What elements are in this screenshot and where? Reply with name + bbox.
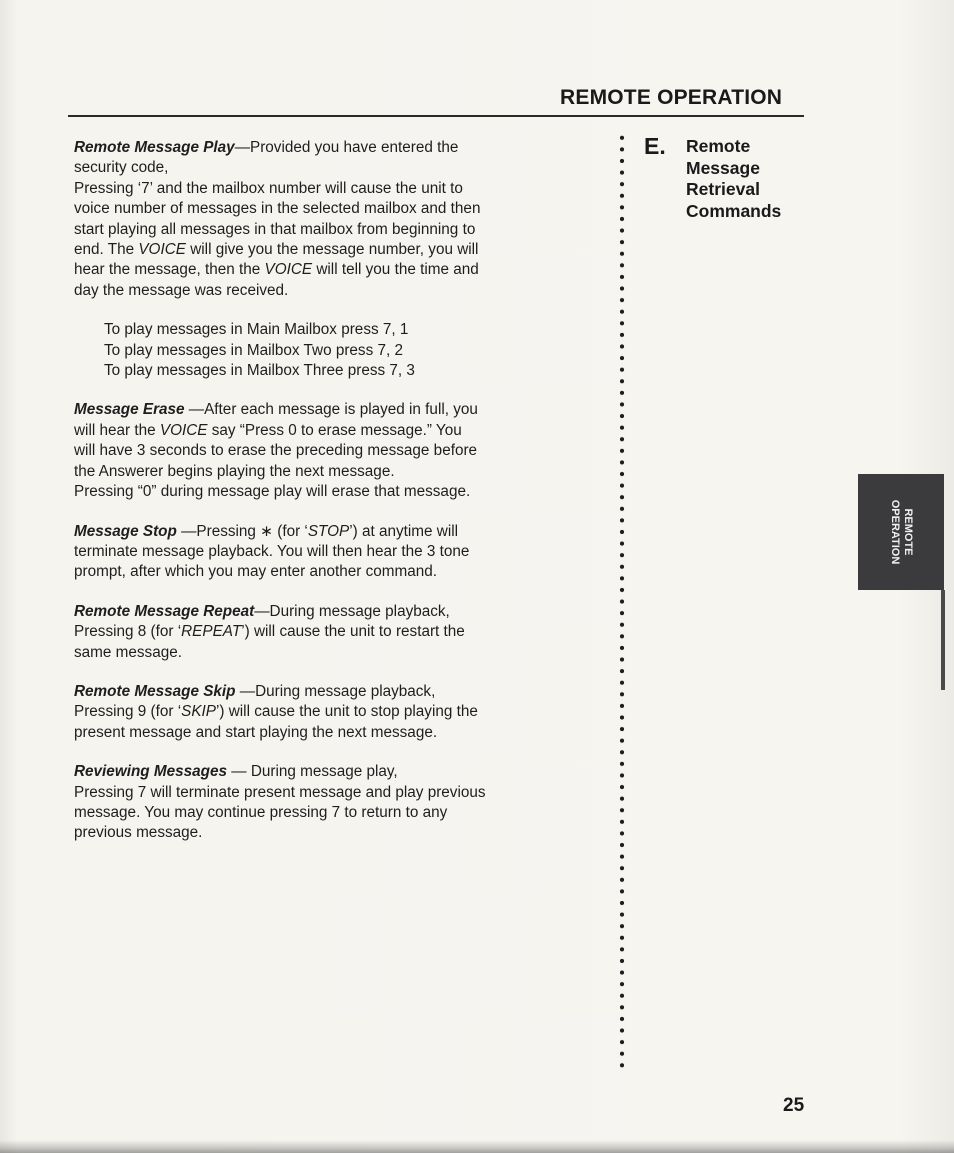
text-span: —Pressing ∗ (for ‘ bbox=[176, 522, 308, 540]
paragraph-message-erase bbox=[74, 400, 590, 502]
text-span: hear the message, then the bbox=[74, 261, 265, 279]
side-tab-line: REMOTE bbox=[902, 508, 914, 556]
lead-message-erase: Message Erase bbox=[74, 401, 185, 419]
section-title-line: Message bbox=[686, 157, 760, 178]
text-line bbox=[74, 702, 590, 722]
text-line: Pressing ‘7’ and the mailbox number will cause the unit to bbox=[74, 179, 463, 197]
list-item: To play messages in Mailbox Three press 7, 3 bbox=[104, 362, 415, 380]
text-span: ’) will cause the unit to restart the bbox=[241, 623, 465, 641]
lead-remote-message-skip: Remote Message Skip bbox=[74, 682, 236, 700]
text-span: will give you the message number, you will bbox=[185, 241, 479, 259]
text-line: security code, bbox=[74, 159, 169, 177]
text-span: Pressing 9 (for ‘ bbox=[74, 703, 182, 721]
main-column bbox=[74, 138, 590, 863]
header-rule bbox=[68, 115, 804, 117]
text-line bbox=[74, 400, 590, 420]
voice-term: VOICE bbox=[159, 421, 208, 439]
text-line: voice number of messages in the selected mailbox and then bbox=[74, 200, 481, 218]
list-item: To play messages in Main Mailbox press 7, 1 bbox=[104, 321, 409, 339]
text-line: start playing all messages in that mailbox from beginning to bbox=[74, 220, 476, 238]
text-line bbox=[74, 682, 590, 702]
text-line: day the message was received. bbox=[74, 281, 289, 299]
text-span: will tell you the time and bbox=[312, 261, 479, 279]
lead-reviewing-messages: Reviewing Messages bbox=[74, 763, 228, 781]
paragraph-remote-message-skip bbox=[74, 682, 590, 743]
text-line: prompt, after which you may enter another command. bbox=[74, 563, 438, 581]
paragraph-message-stop bbox=[74, 522, 590, 583]
text-line: same message. bbox=[74, 643, 182, 661]
text-span: — During message play, bbox=[227, 763, 398, 781]
text-span: Pressing 8 (for ‘ bbox=[74, 623, 182, 641]
page-header-title: REMOTE OPERATION bbox=[560, 86, 783, 109]
text-line bbox=[74, 260, 590, 280]
key-term: STOP bbox=[307, 522, 350, 540]
text-span: —During message playback, bbox=[254, 602, 450, 620]
mailbox-play-list bbox=[104, 320, 590, 381]
side-tab-label bbox=[888, 500, 914, 565]
lead-remote-message-play: Remote Message Play bbox=[74, 139, 235, 156]
text-span: —Provided you have entered the bbox=[234, 139, 459, 156]
text-line: Pressing “0” during message play will erase that message. bbox=[74, 483, 471, 501]
key-term: SKIP bbox=[181, 703, 216, 721]
page-number: 25 bbox=[783, 1095, 805, 1116]
section-title-line: Commands bbox=[686, 200, 782, 221]
text-span: say “Press 0 to erase message.” You bbox=[207, 421, 462, 439]
text-line: present message and start playing the next message. bbox=[74, 723, 438, 741]
text-line: the Answerer begins playing the next message. bbox=[74, 462, 395, 480]
chapter-side-tab bbox=[858, 474, 944, 590]
section-title-line: Remote bbox=[686, 136, 751, 156]
text-line: will have 3 seconds to erase the preceding message before bbox=[74, 442, 478, 460]
text-span: ’) will cause the unit to stop playing the bbox=[215, 703, 478, 721]
text-line bbox=[74, 138, 590, 158]
dotted-divider bbox=[618, 132, 626, 1074]
side-tab-line: OPERATION bbox=[889, 499, 901, 565]
text-line bbox=[74, 622, 590, 642]
text-line: previous message. bbox=[74, 824, 203, 842]
text-line: message. You may continue pressing 7 to return to any bbox=[74, 803, 448, 821]
scan-bottom-shadow bbox=[0, 1140, 954, 1153]
text-line bbox=[74, 421, 590, 441]
voice-term: VOICE bbox=[138, 241, 186, 259]
section-title-line: Retrieval bbox=[686, 179, 760, 199]
paragraph-remote-message-repeat bbox=[74, 602, 590, 663]
section-title bbox=[686, 136, 781, 222]
text-line bbox=[74, 522, 590, 542]
text-line bbox=[74, 602, 590, 622]
text-line bbox=[74, 762, 590, 782]
text-line bbox=[74, 240, 590, 260]
key-term: REPEAT bbox=[181, 623, 242, 641]
list-item: To play messages in Mailbox Two press 7, 2 bbox=[104, 341, 403, 359]
paragraph-reviewing-messages bbox=[74, 762, 590, 844]
page-edge-mark bbox=[941, 590, 945, 690]
text-span: ’) at anytime will bbox=[349, 522, 459, 540]
text-span: —During message playback, bbox=[235, 682, 436, 700]
lead-message-stop: Message Stop bbox=[74, 522, 177, 540]
text-line: terminate message playback. You will then hear the 3 tone bbox=[74, 542, 470, 560]
section-letter: E. bbox=[644, 133, 666, 159]
text-span: end. The bbox=[74, 241, 139, 259]
paragraph-remote-message-play bbox=[74, 138, 590, 301]
text-line: Pressing 7 will terminate present message and play previous bbox=[74, 783, 486, 801]
voice-term: VOICE bbox=[264, 261, 313, 279]
lead-remote-message-repeat: Remote Message Repeat bbox=[74, 602, 255, 620]
text-span: —After each message is played in full, you bbox=[184, 401, 478, 419]
text-span: will hear the bbox=[74, 421, 160, 439]
